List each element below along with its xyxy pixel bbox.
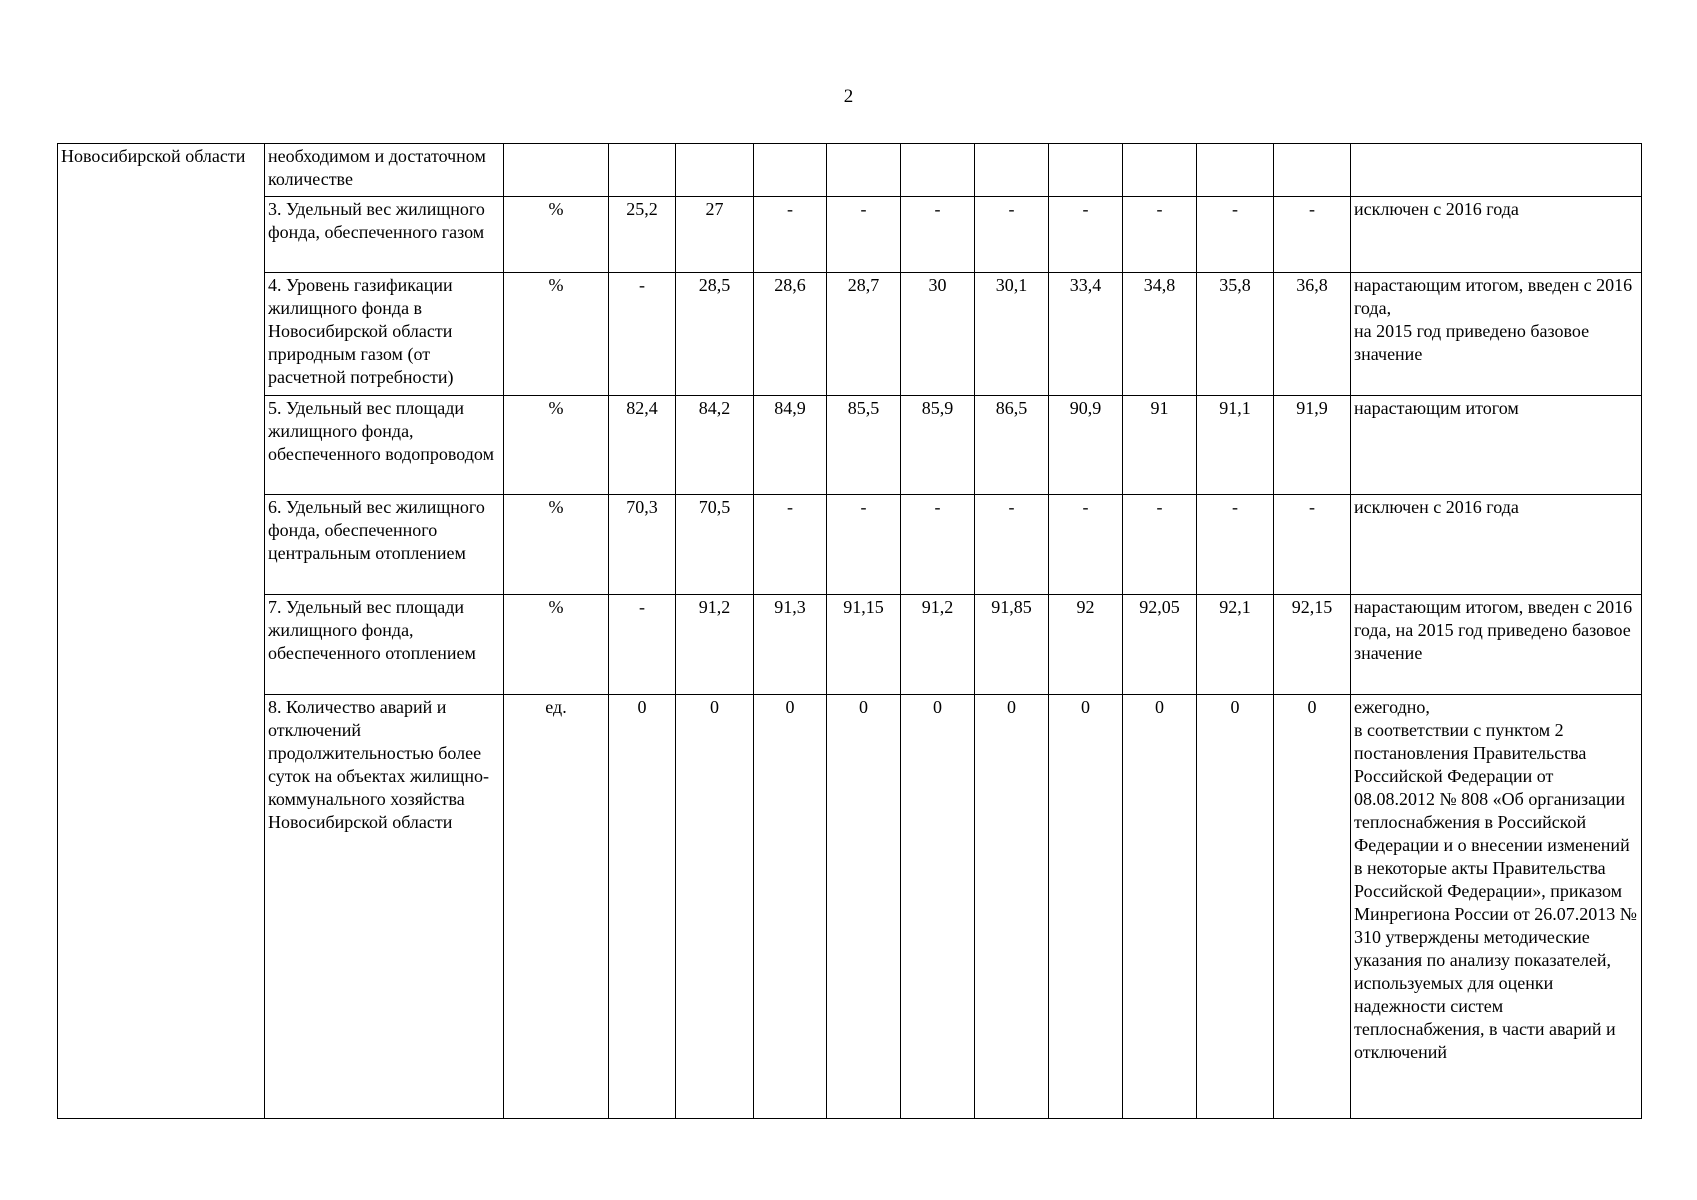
value-cell: 33,4 (1049, 273, 1123, 396)
unit-cell: ед. (504, 695, 609, 1119)
value-cell: 0 (609, 695, 676, 1119)
value-cell: 70,3 (609, 495, 676, 595)
value-cell: 84,9 (754, 396, 827, 495)
indicators-table (57, 143, 1642, 1119)
note-cell: исключен с 2016 года (1351, 495, 1642, 595)
note-cell: нарастающим итогом, введен с 2016 года, на 2015 год приведено базовое значение (1351, 273, 1642, 396)
value-cell: - (1274, 495, 1351, 595)
value-cell: 91,85 (975, 595, 1049, 695)
table-row (58, 396, 1642, 495)
value-cell: 91,9 (1274, 396, 1351, 495)
table-row (58, 144, 1642, 197)
unit-cell: % (504, 595, 609, 695)
table-row (58, 595, 1642, 695)
note-cell: исключен с 2016 года (1351, 197, 1642, 273)
indicator-cell: 3. Удельный вес жилищного фонда, обеспеченного газом (265, 197, 504, 273)
value-cell: 91,15 (827, 595, 901, 695)
value-cell: - (901, 495, 975, 595)
value-cell: 28,6 (754, 273, 827, 396)
value-cell: 91,1 (1197, 396, 1274, 495)
value-cell: 34,8 (1123, 273, 1197, 396)
indicator-cell: 5. Удельный вес площади жилищного фонда, обеспеченного водопроводом (265, 396, 504, 495)
unit-cell: % (504, 495, 609, 595)
indicator-cell: необходимом и достаточном количестве (265, 144, 504, 197)
value-cell: - (975, 197, 1049, 273)
value-cell: - (1197, 495, 1274, 595)
value-cell: 0 (1123, 695, 1197, 1119)
value-cell: 25,2 (609, 197, 676, 273)
value-cell: 0 (975, 695, 1049, 1119)
value-cell: - (901, 197, 975, 273)
value-cell: 0 (754, 695, 827, 1119)
unit-cell: % (504, 197, 609, 273)
indicator-cell: 4. Уровень газификации жилищного фонда в Новосибирской области природным газом (от расчетной потребности) (265, 273, 504, 396)
value-cell: 0 (1274, 695, 1351, 1119)
value-cell: 91,2 (901, 595, 975, 695)
value-cell: 35,8 (1197, 273, 1274, 396)
value-cell: 0 (1049, 695, 1123, 1119)
value-cell: - (754, 197, 827, 273)
value-cell: - (975, 495, 1049, 595)
value-cell: 90,9 (1049, 396, 1123, 495)
value-cell: - (1049, 495, 1123, 595)
value-cell: - (1274, 197, 1351, 273)
value-cell: 91 (1123, 396, 1197, 495)
value-cell: - (1123, 197, 1197, 273)
indicator-cell: 6. Удельный вес жилищного фонда, обеспеченного центральным отоплением (265, 495, 504, 595)
unit-cell: % (504, 273, 609, 396)
table-row (58, 197, 1642, 273)
page-number: 2 (843, 86, 854, 107)
note-cell: нарастающим итогом, введен с 2016 года, на 2015 год приведено базовое значение (1351, 595, 1642, 695)
value-cell: 0 (676, 695, 754, 1119)
value-cell: 28,7 (827, 273, 901, 396)
value-cell: 70,5 (676, 495, 754, 595)
value-cell: 0 (827, 695, 901, 1119)
value-cell: 92,05 (1123, 595, 1197, 695)
value-cell: - (1197, 197, 1274, 273)
value-cell: 36,8 (1274, 273, 1351, 396)
table-row (58, 695, 1642, 1119)
value-cell: - (827, 197, 901, 273)
value-cell: 30 (901, 273, 975, 396)
value-cell: 92,15 (1274, 595, 1351, 695)
value-cell: 0 (1197, 695, 1274, 1119)
value-cell: 91,3 (754, 595, 827, 695)
value-cell: 0 (901, 695, 975, 1119)
table-row (58, 273, 1642, 396)
value-cell: 82,4 (609, 396, 676, 495)
value-cell: - (609, 595, 676, 695)
value-cell: 91,2 (676, 595, 754, 695)
indicator-cell: 7. Удельный вес площади жилищного фонда, обеспеченного отоплением (265, 595, 504, 695)
value-cell: 85,5 (827, 396, 901, 495)
value-cell: - (1049, 197, 1123, 273)
value-cell: 92,1 (1197, 595, 1274, 695)
value-cell: 84,2 (676, 396, 754, 495)
value-cell: 86,5 (975, 396, 1049, 495)
note-cell: ежегодно, в соответствии с пунктом 2 постановления Правительства Российской Федерации от 08.08.2012 № 808 «Об организации теплоснабжения в Российской Федерации и о внесении изменений в некоторые акты Правительства Российской Федерации», приказом Минрегиона России от 26.07.2013 № 310 утверждены методические указания по анализу показателей, используемых для оценки надежности систем теплоснабжения, в части аварий и отключений (1351, 695, 1642, 1119)
value-cell: 27 (676, 197, 754, 273)
value-cell: - (609, 273, 676, 396)
value-cell: - (1123, 495, 1197, 595)
unit-cell: % (504, 396, 609, 495)
value-cell: - (827, 495, 901, 595)
value-cell: - (754, 495, 827, 595)
table-row (58, 495, 1642, 595)
value-cell: 30,1 (975, 273, 1049, 396)
note-cell: нарастающим итогом (1351, 396, 1642, 495)
indicator-cell: 8. Количество аварий и отключений продолжительностью более суток на объектах жилищно-коммунального хозяйства Новосибирской области (265, 695, 504, 1119)
value-cell: 28,5 (676, 273, 754, 396)
region-cell: Новосибирской области (58, 144, 265, 1119)
value-cell: 85,9 (901, 396, 975, 495)
value-cell: 92 (1049, 595, 1123, 695)
